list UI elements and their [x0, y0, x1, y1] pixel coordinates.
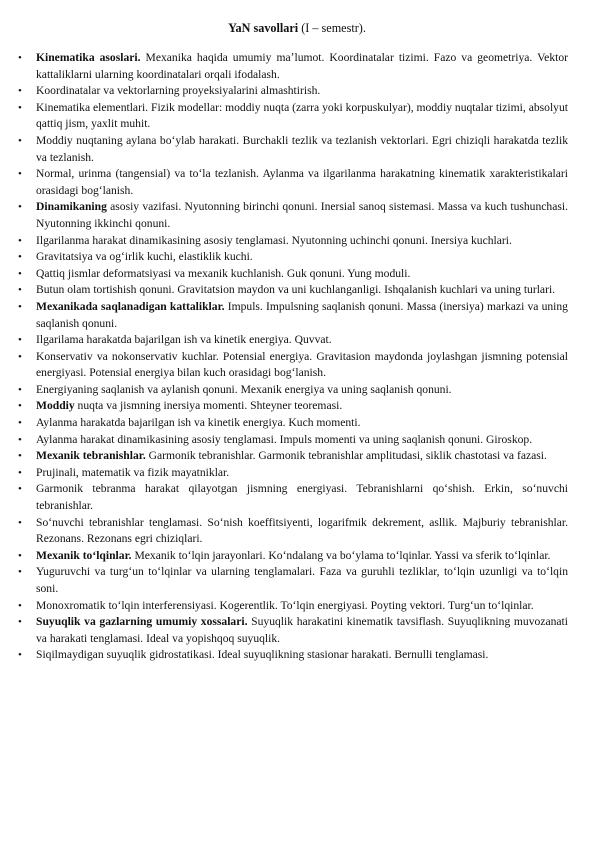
list-item-bold: Suyuqlik va gazlarning umumiy xossalari.	[36, 615, 248, 629]
bullet-icon: •	[18, 433, 22, 446]
list-item	[18, 100, 568, 133]
bullet-icon: •	[18, 234, 22, 247]
list-item	[18, 415, 568, 432]
list-item-text: Aylanma harakat dinamikasining asosiy tenglamasi. Impuls momenti va uning saqlanish qonuni. Giroskop.	[36, 432, 533, 446]
list-item-text: Prujinali, matematik va fizik mayatniklar.	[36, 465, 230, 479]
list-item-text: Normal, urinma (tangensial) va to‘la tezlanish. Aylanma va ilgarilanma harakatning kinematik xarakteristikalari orasidagi bog‘lanish.	[36, 167, 568, 197]
bullet-icon: •	[18, 516, 22, 529]
list-item-text: Konservativ va nokonservativ kuchlar. Potensial energiya. Gravitasion maydonda joylashgan jismning potensial energiyasi. Potensial energiya bilan kuch orasidagi bog‘lanish.	[36, 349, 568, 380]
list-item-text: Impuls. Impulsning saqlanish qonuni. Massa (inersiya) markazi va uning saqlanish qonuni.	[36, 299, 568, 330]
list-item	[18, 50, 568, 83]
list-item	[18, 481, 568, 514]
list-item-text: nuqta va jismning inersiya momenti. Shteyner teoremasi.	[74, 399, 343, 413]
list-item-text: Mexanik to‘lqin jarayonlari. Ko‘ndalang va bo‘ylama to‘lqinlar. Yassi va sferik to‘lqinlar.	[131, 548, 551, 562]
list-item-text: Siqilmaydigan suyuqlik gidrostatikasi. Ideal suyuqlikning stasionar harakati. Bernulli tenglamasi.	[36, 648, 489, 662]
list-item-bold: Dinamikaning	[36, 200, 107, 214]
list-item	[18, 515, 568, 548]
bullet-icon: •	[18, 101, 22, 114]
bullet-icon: •	[18, 616, 22, 629]
bullet-icon: •	[18, 400, 22, 413]
list-item-text: Ilgarilama harakatda bajarilgan ish va kinetik energiya. Quvvat.	[36, 333, 332, 347]
bullet-icon: •	[18, 334, 22, 347]
list-item-bold: Mexanik tebranishlar.	[36, 449, 146, 463]
list-item	[18, 299, 568, 332]
bullet-icon: •	[18, 566, 22, 579]
list-item	[18, 598, 568, 615]
bullet-icon: •	[18, 52, 22, 64]
list-item-text: Energiyaning saqlanish va aylanish qonuni. Mexanik energiya va uning saqlanish qonuni.	[36, 382, 452, 396]
list-item	[18, 432, 568, 449]
list-item-bold: Mexanikada saqlanadigan kattaliklar.	[36, 299, 225, 313]
bullet-icon: •	[18, 649, 22, 662]
list-item-text: So‘nuvchi tebranishlar tenglamasi. So‘nish koeffitsiyenti, logarifmik dekrement, asllik. Majburiy tebranishlar. Rezonans. Rezonans egri chiziqlari.	[36, 515, 568, 546]
document-title	[26, 20, 568, 36]
list-item	[18, 398, 568, 415]
list-item-text: Yuguruvchi va turg‘un to‘lqinlar va ularning tenglamalari. Faza va guruhli tezliklar, to‘lqin uzunligi va to‘lqin soni.	[36, 565, 568, 595]
list-item-text: Garmonik tebranishlar. Garmonik tebranishlar amplitudasi, siklik chastotasi va fazasi.	[145, 449, 547, 463]
list-item	[18, 199, 568, 232]
list-item-text: Monoxromatik to‘lqin interferensiyasi. Kogerentlik. To‘lqin energiyasi. Poyting vektori. Turg‘un to‘lqinlar.	[36, 598, 534, 612]
list-item	[18, 548, 568, 565]
list-item	[18, 382, 568, 399]
list-item	[18, 614, 568, 647]
list-item	[18, 332, 568, 349]
list-item	[18, 249, 568, 266]
document-title-rest: (I – semestr).	[298, 21, 366, 35]
list-item-text: Moddiy nuqtaning aylana bo‘ylab harakati. Burchakli tezlik va tezlanish vektorlari. Egri chiziqli harakatda tezlik va tezlanish.	[36, 133, 568, 164]
list-item	[18, 564, 568, 597]
bullet-icon: •	[18, 450, 22, 463]
bullet-icon: •	[18, 168, 22, 181]
bullet-icon: •	[18, 284, 22, 297]
list-item	[18, 166, 568, 199]
list-item-text: Garmonik tebranma harakat qilayotgan jismning energiyasi. Tebranishlarni qo‘shish. Erkin, so‘nuvchi tebranishlar.	[36, 482, 568, 513]
list-item	[18, 282, 568, 299]
list-item-text: Gravitatsiya va og‘irlik kuchi, elastiklik kuchi.	[36, 250, 253, 264]
list-item	[18, 465, 568, 482]
document-title-bold: YaN savollari	[228, 21, 299, 35]
bullet-icon: •	[18, 201, 22, 214]
list-item-text: asosiy vazifasi. Nyutonning birinchi qonuni. Inersial sanoq sistemasi. Massa va kuch tushunchasi. Nyutonning ikkinchi qonuni.	[36, 200, 568, 230]
list-item	[18, 448, 568, 465]
list-item-text: Kinematika elementlari. Fizik modellar: moddiy nuqta (zarra yoki korpuskulyar), moddiy nuqtalar tizimi, absolyut qattiq jism, yaxlit muhit.	[36, 100, 568, 131]
list-item-bold: Kinematika asoslari.	[36, 51, 141, 64]
list-item	[18, 647, 568, 664]
bullet-icon: •	[18, 483, 22, 496]
bullet-icon: •	[18, 350, 22, 363]
bullet-icon: •	[18, 466, 22, 479]
list-item-text: Mexanika haqida umumiy maʼlumot. Koordinatalar tizimi. Fazo va geometriya. Vektor kattaliklarni ularning koordinatalari orqali ifodalash.	[36, 51, 568, 81]
bullet-icon: •	[18, 383, 22, 396]
list-item-text: Koordinatalar va vektorlarning proyeksiyalarini almashtirish.	[36, 84, 321, 98]
list-item	[18, 83, 568, 100]
list-item-text: Ilgarilanma harakat dinamikasining asosiy tenglamasi. Nyutonning uchinchi qonuni. Inersiya kuchlari.	[36, 233, 512, 247]
list-item	[18, 349, 568, 382]
bullet-icon: •	[18, 549, 22, 562]
question-list	[18, 50, 568, 664]
list-item-text: Suyuqlik harakatini kinematik tavsiflash. Suyuqlikning muvozanati va harakati tenglamasi. Ideal va yopishqoq suyuqlik.	[36, 615, 568, 645]
bullet-icon: •	[18, 85, 22, 98]
list-item-text: Aylanma harakatda bajarilgan ish va kinetik energiya. Kuch momenti.	[36, 416, 361, 430]
bullet-icon: •	[18, 251, 22, 264]
bullet-icon: •	[18, 599, 22, 612]
list-item-bold: Mexanik to‘lqinlar.	[36, 548, 132, 562]
list-item	[18, 133, 568, 166]
list-item-text: Butun olam tortishish qonuni. Gravitatsion maydon va uni kuchlanganligi. Ishqalanish kuchlari va uning turlari.	[36, 283, 556, 297]
list-item	[18, 266, 568, 283]
bullet-icon: •	[18, 134, 22, 147]
list-item-text: Qattiq jismlar deformatsiyasi va mexanik kuchlanish. Guk qonuni. Yung moduli.	[36, 266, 411, 280]
list-item-bold: Moddiy	[36, 399, 75, 413]
bullet-icon: •	[18, 267, 22, 280]
bullet-icon: •	[18, 300, 22, 313]
bullet-icon: •	[18, 417, 22, 430]
list-item	[18, 233, 568, 250]
